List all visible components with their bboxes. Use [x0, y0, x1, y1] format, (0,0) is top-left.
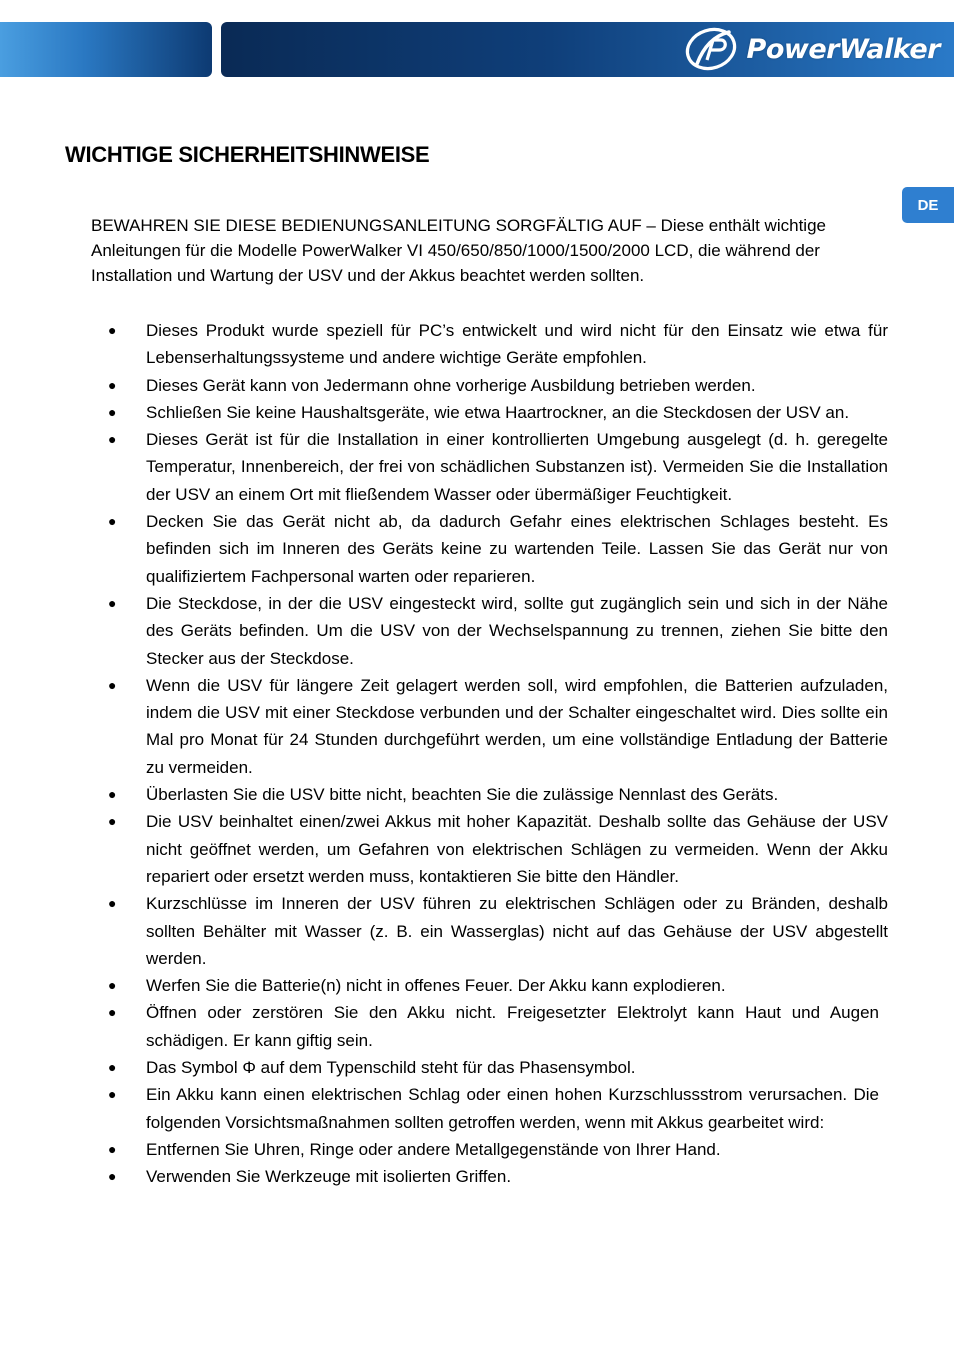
brand-logo	[683, 26, 940, 72]
list-item	[102, 1054, 879, 1081]
list-item-text: Das Symbol Φ auf dem Typenschild steht für das Phasensymbol.	[146, 1058, 636, 1078]
list-item-text: Verwenden Sie Werkzeuge mit isolierten Griffen.	[146, 1167, 512, 1187]
list-item-text: Werfen Sie die Batterie(n) nicht in offenes Feuer. Der Akku kann explodieren.	[146, 976, 726, 996]
page-title: WICHTIGE SICHERHEITSHINWEISE	[65, 142, 430, 167]
list-item	[102, 890, 888, 972]
intro-paragraph: BEWAHREN SIE DIESE BEDIENUNGSANLEITUNG SORGFÄLTIG AUF – Diese enthält wichtige Anleitungen für die Modelle PowerWalker VI 450/650/850/1000/1500/2000 LCD, die während der Installation und Wartung der USV und der Akkus beachtet werden sollten.	[91, 216, 826, 285]
list-item-text: Die Steckdose, in der die USV eingesteckt wird, sollte gut zugänglich sein und sich in der Nähe des Geräts befinden. Um die USV von der Wechselspannung zu trennen, ziehen Sie bitte den Stecker aus der Steckdose.	[146, 593, 888, 668]
list-item	[102, 1163, 879, 1190]
list-item-text: Wenn die USV für längere Zeit gelagert werden soll, wird empfohlen, die Batterien aufzuladen, indem die USV mit einer Steckdose verbunden und der Schalter eingeschaltet wird. Dies sollte ein Mal pro Monat für 24 Stunden durchgeführt werden, um eine vollständige Entladung der Batterie zu vermeiden.	[146, 675, 888, 777]
list-item-text: Die USV beinhaltet einen/zwei Akkus mit hoher Kapazität. Deshalb sollte das Gehäuse der USV nicht geöffnet werden, um Gefahren von elektrischen Schlägen zu vermeiden. Wenn der Akku repariert oder ersetzt werden muss, kontaktieren Sie bitte den Händler.	[146, 812, 888, 886]
bullet-icon: ●	[108, 594, 117, 611]
header-bar-right	[221, 22, 954, 77]
list-item-text: Öffnen oder zerstören Sie den Akku nicht. Freigesetzter Elektrolyt kann Haut und Augen schädigen. Er kann giftig sein.	[146, 1003, 879, 1050]
list-item	[102, 372, 888, 399]
list-item	[102, 317, 888, 372]
list-item	[102, 1136, 879, 1163]
language-tab: DE	[902, 187, 954, 223]
header-bar-left	[0, 22, 212, 77]
list-item-text: Kurzschlüsse im Inneren der USV führen zu elektrischen Schlägen oder zu Bränden, deshalb sollten Behälter mit Wasser (z. B. ein Wasserglas) nicht auf das Gehäuse der USV abgestellt werden.	[146, 894, 888, 968]
powerwalker-swoosh-logo-icon	[683, 26, 741, 72]
list-item	[102, 399, 888, 426]
bullet-icon: ●	[108, 1168, 117, 1185]
list-item	[102, 590, 888, 672]
list-item	[102, 999, 879, 1054]
bullet-icon: ●	[108, 1140, 117, 1157]
list-item-text: Dieses Gerät ist für die Installation in einer kontrollierten Umgebung ausgelegt (d. h. geregelte Temperatur, Innenbereich, der frei von schädlichen Substanzen ist). Vermeiden Sie die Installation der USV an einem Ort mit fließendem Wasser oder übermäßiger Feuchtigkeit.	[146, 430, 888, 504]
bullet-icon: ●	[108, 977, 117, 994]
list-item-text: Überlasten Sie die USV bitte nicht, beachten Sie die zulässige Nennlast des Geräts.	[146, 785, 779, 805]
bullet-icon: ●	[108, 786, 117, 803]
safety-notes-list	[102, 317, 888, 1191]
list-item-text: Schließen Sie keine Haushaltsgeräte, wie etwa Haartrockner, an die Steckdosen der USV an.	[146, 402, 850, 422]
brand-name: PowerWalker	[746, 33, 940, 65]
bullet-icon: ●	[108, 1059, 117, 1076]
list-item	[102, 808, 888, 890]
list-item	[102, 426, 888, 508]
list-item-text: Ein Akku kann einen elektrischen Schlag oder einen hohen Kurzschlussstrom verursachen. Die folgenden Vorsichtsmaßnahmen sollten getroffen werden, wenn mit Akkus gearbeitet wird:	[146, 1085, 879, 1132]
bullet-icon: ●	[108, 1086, 117, 1103]
list-item	[102, 781, 888, 808]
list-item	[102, 972, 879, 999]
bullet-icon: ●	[108, 322, 117, 338]
list-item	[102, 1081, 879, 1136]
list-item-text: Dieses Produkt wurde speziell für PC’s entwickelt und wird nicht für den Einsatz wie etwa für Lebenserhaltungssysteme und andere wichtige Geräte empfohlen.	[146, 321, 888, 368]
list-item-text: Dieses Gerät kann von Jedermann ohne vorherige Ausbildung betrieben werden.	[146, 375, 756, 395]
bullet-icon: ●	[108, 513, 117, 530]
list-item-text: Decken Sie das Gerät nicht ab, da dadurch Gefahr eines elektrischen Schlages besteht. Es befinden sich im Inneren des Geräts keine zu wartenden Teile. Lassen Sie das Gerät nur von qualifiziertem Fachpersonal warten oder reparieren.	[146, 512, 888, 586]
bullet-icon: ●	[108, 403, 117, 420]
bullet-icon: ●	[108, 813, 117, 830]
list-item	[102, 672, 888, 781]
bullet-icon: ●	[108, 895, 117, 912]
bullet-icon: ●	[108, 431, 117, 448]
bullet-icon: ●	[108, 376, 117, 393]
list-item-text: Entfernen Sie Uhren, Ringe oder andere Metallgegenstände von Ihrer Hand.	[146, 1139, 721, 1159]
bullet-icon: ●	[108, 676, 117, 693]
bullet-icon: ●	[108, 1004, 117, 1021]
list-item	[102, 508, 888, 590]
